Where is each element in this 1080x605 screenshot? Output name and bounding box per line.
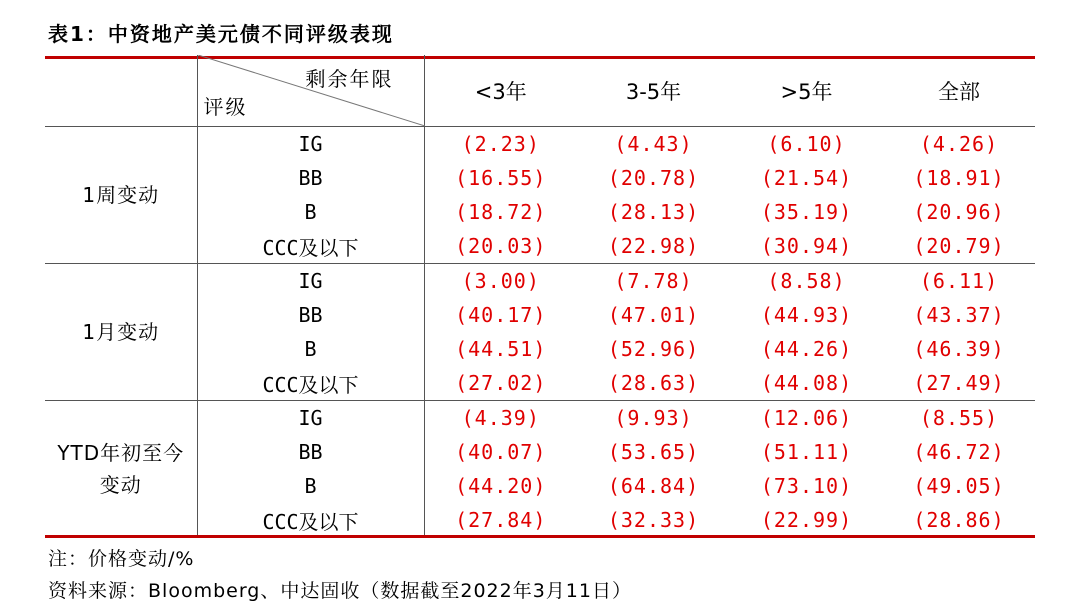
value-cell-gt5: (8.58) <box>730 264 883 299</box>
value-cell-all: (6.11) <box>883 264 1035 299</box>
value-cell-gt5: (22.99) <box>760 508 853 532</box>
rating-cell: CCC及以下 <box>197 366 424 401</box>
value-cell-lt3: (20.03) <box>455 234 547 258</box>
value-cell-gt5: (44.93) <box>760 303 853 327</box>
value-cell-3to5: (28.13) <box>607 200 700 224</box>
rating-cell: IG <box>197 264 424 299</box>
rating-cell: B <box>197 195 424 229</box>
value-cell-gt5: (30.94) <box>760 234 853 258</box>
value-cell-all: (27.49) <box>913 371 1005 395</box>
value-cell-lt3: (27.02) <box>455 371 547 395</box>
value-cell-3to5: (4.43) <box>614 132 693 156</box>
value-cell-all: (18.91) <box>913 166 1005 190</box>
value-cell-lt3: (44.20) <box>455 474 547 498</box>
value-cell-3to5: (22.98) <box>607 234 700 258</box>
value-cell-gt5: (44.26) <box>760 337 853 361</box>
value-cell-lt3: (18.72) <box>455 200 547 224</box>
column-header-lt3: <3年 <box>424 55 577 127</box>
value-cell-3to5: (32.33) <box>607 508 700 532</box>
header-remaining-term-label: 剩余年限 <box>305 67 394 91</box>
group-label-cell <box>45 127 197 264</box>
value-cell-lt3: (40.07) <box>455 440 547 464</box>
value-cell-3to5: (53.65) <box>607 440 700 464</box>
value-cell-gt5: (44.08) <box>760 371 853 395</box>
table-row <box>45 401 1035 436</box>
group-label-line2: 变动 <box>99 473 142 497</box>
value-cell-lt3: (27.84) <box>455 508 547 532</box>
data-table <box>45 55 1035 537</box>
column-header-gt5: >5年 <box>730 55 883 127</box>
value-cell-all: (20.79) <box>913 234 1005 258</box>
value-cell-all: (46.39) <box>913 337 1005 361</box>
header-diagonal-cell <box>197 55 424 127</box>
header-empty-cell <box>45 55 197 127</box>
rating-cell: B <box>197 332 424 366</box>
value-cell-lt3: (4.39) <box>424 401 577 436</box>
value-cell-all: (8.55) <box>883 401 1035 436</box>
value-cell-3to5: (28.63) <box>607 371 700 395</box>
rating-cell: BB <box>197 161 424 195</box>
header-rating-label: 评级 <box>203 95 248 119</box>
value-cell-3to5: (9.93) <box>577 401 730 436</box>
value-cell-lt3: (16.55) <box>455 166 547 190</box>
bottom-rule <box>45 535 1035 538</box>
column-header-3to5: 3-5年 <box>577 55 730 127</box>
rating-cell: IG <box>197 127 424 162</box>
group-label-line1: YTD年初至今 <box>57 441 185 465</box>
value-cell-all: (20.96) <box>913 200 1005 224</box>
value-cell-gt5: (6.10) <box>767 132 846 156</box>
value-cell-all: (4.26) <box>919 132 999 156</box>
header-row <box>45 55 1035 127</box>
rating-cell: B <box>197 469 424 503</box>
value-cell-3to5: (64.84) <box>607 474 700 498</box>
value-cell-lt3: (40.17) <box>455 303 547 327</box>
rating-cell: BB <box>197 435 424 469</box>
value-cell-all: (49.05) <box>913 474 1005 498</box>
rating-cell: BB <box>197 298 424 332</box>
group-label-cell <box>45 264 197 401</box>
value-cell-gt5: (21.54) <box>760 166 853 190</box>
table-row <box>45 264 1035 299</box>
value-cell-all: (46.72) <box>913 440 1005 464</box>
value-cell-gt5: (73.10) <box>760 474 853 498</box>
column-header-all: 全部 <box>883 55 1035 127</box>
value-cell-all: (43.37) <box>913 303 1005 327</box>
value-cell-3to5: (20.78) <box>607 166 700 190</box>
value-cell-gt5: (35.19) <box>760 200 853 224</box>
footnote-source: 资料来源：Bloomberg、中达固收（数据截至2022年3月11日） <box>48 580 632 602</box>
value-cell-3to5: (7.78) <box>577 264 730 299</box>
value-cell-3to5: (52.96) <box>607 337 700 361</box>
rating-cell: CCC及以下 <box>197 229 424 264</box>
value-cell-lt3: (3.00) <box>424 264 577 299</box>
table-title: 表1：中资地产美元债不同评级表现 <box>48 22 394 46</box>
rating-cell: CCC及以下 <box>197 503 424 537</box>
value-cell-gt5: (12.06) <box>730 401 883 436</box>
rating-cell: IG <box>197 401 424 436</box>
group-label-cell <box>45 401 197 538</box>
group-label: 1周变动 <box>82 183 160 207</box>
value-cell-lt3: (44.51) <box>455 337 547 361</box>
value-cell-all: (28.86) <box>913 508 1005 532</box>
group-label: 1月变动 <box>82 320 160 344</box>
table-row <box>45 127 1035 162</box>
value-cell-3to5: (47.01) <box>607 303 700 327</box>
footnote-unit: 注：价格变动/% <box>48 548 195 570</box>
value-cell-gt5: (51.11) <box>760 440 853 464</box>
value-cell-lt3: (2.23) <box>461 132 540 156</box>
